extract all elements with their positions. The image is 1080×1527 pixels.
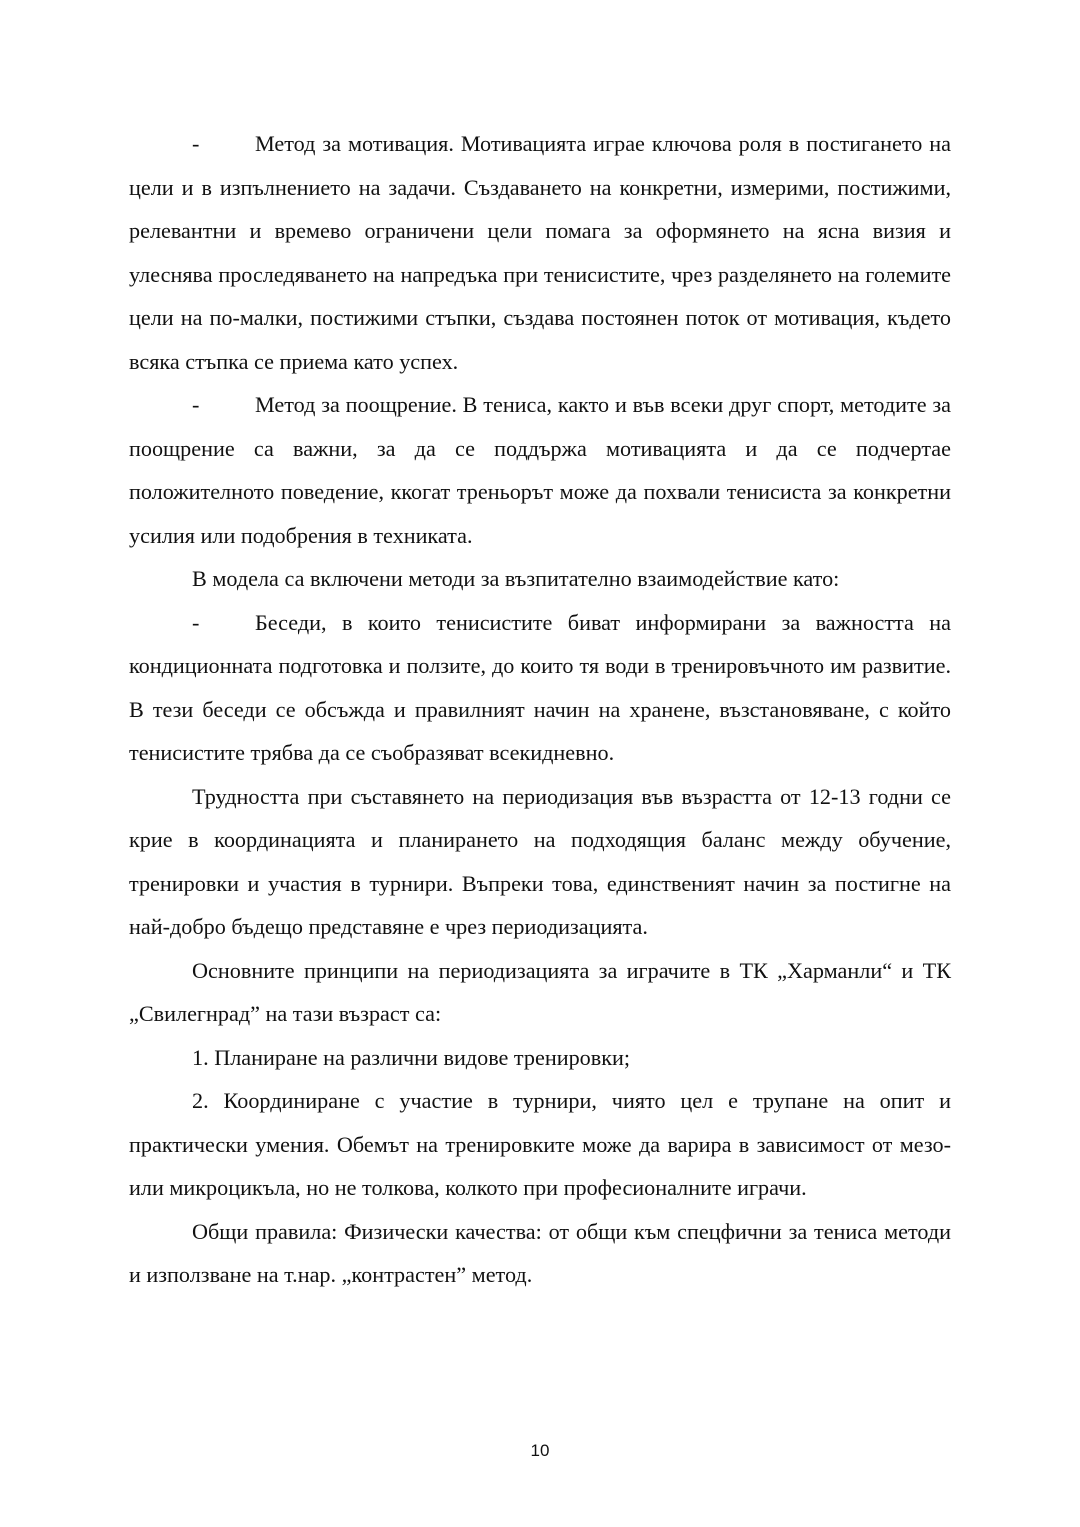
page-number: 10	[530, 1441, 550, 1460]
paragraph-educational-methods: В модела са включени методи за възпитателно взаимодействие като:	[192, 566, 840, 591]
paragraph-encouragement-method	[129, 383, 951, 557]
paragraph-conversations	[129, 601, 951, 775]
bullet-dash: -	[192, 131, 200, 156]
paragraph-text: Беседи, в които тенисистите биват информирани за важността на кондиционната подготовка и ползите, до които тя води в тренировъчното им развитие. В тези беседи се обсъжда и правилният начин на хранене, възстановяване, с който тенисистите трябва да се съобразяват всекидневно.	[129, 609, 951, 765]
list-item-2: 2. Координиране с участие в турнири, чиято цел е трупане на опит и практически умения. Обемът на тренировките може да варира в зависимост от мезо- или микроцикъла, но не толкова, колкото при професионалните играчи.	[129, 1088, 951, 1200]
paragraph-basic-principles: Основните принципи на периодизацията за играчите в ТК „Харманли“ и ТК „Свилегнрад” на тази възраст са:	[129, 957, 951, 1026]
page-body	[129, 122, 951, 1297]
list-item-1: 1. Планиране на различни видове тренировки;	[192, 1044, 631, 1070]
paragraph-general-rules: Общи правила: Физически качества: от общи към спецфични за тениса методи и използване на т.нар. „контрастен” метод.	[129, 1218, 951, 1287]
bullet-dash: -	[192, 609, 200, 635]
paragraph-periodization-difficulty: Трудността при съставянето на периодизация във възрастта от 12-13 годни се крие в координацията и планирането на подходящия баланс между обучение, тренировки и участия в турнири. Въпреки това, единственият начин за постигне на най-добро бъдещо представяне е чрез периодизацията.	[129, 783, 951, 939]
paragraph-motivation-method	[129, 122, 951, 383]
paragraph-text: Метод за поощрение. В тениса, както и във всеки друг спорт, методите за поощрение са важни, за да се поддържа мотивацията и да се подчертае положителното поведение, ккогат треньорът може да похвали тенисиста за конкретни усилия или подобрения в техниката.	[129, 392, 951, 548]
paragraph-text: Метод за мотивация. Мотивацията играе ключова роля в постигането на цели и в изпълнението на задачи. Създаването на конкретни, измерими, постижими, релевантни и времево ограничени цели помага за оформянето на ясна визия и улеснява проследяването на напредъка при тенисистите, чрез разделянето на големите цели на по-малки, постижими стъпки, създава постоянен поток от мотивация, където всяка стъпка се приема като успех.	[129, 131, 951, 374]
bullet-dash: -	[192, 392, 200, 417]
